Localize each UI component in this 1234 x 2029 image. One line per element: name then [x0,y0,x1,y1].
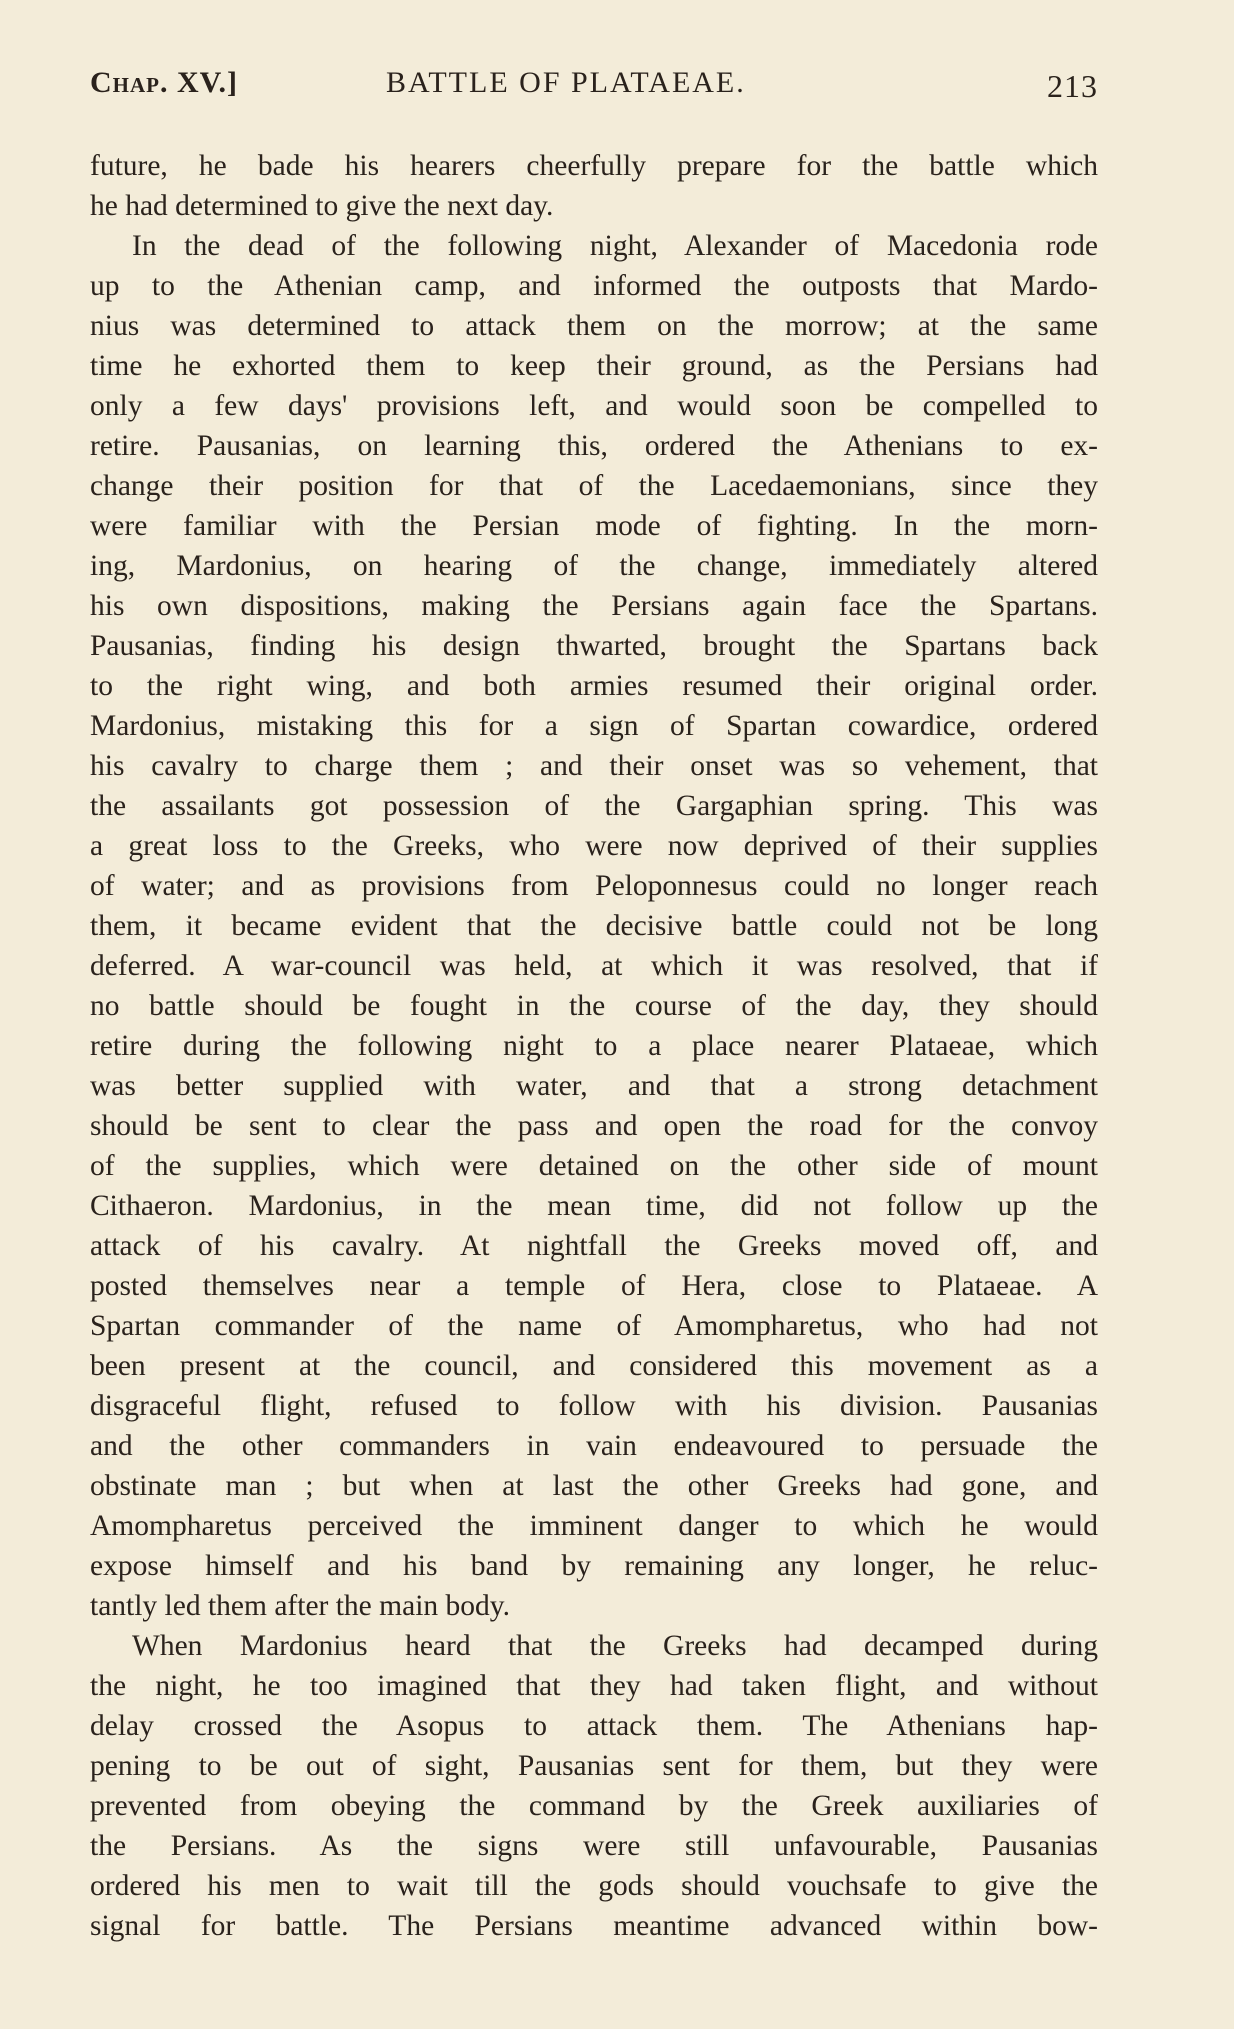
text-line: When Mardonius heard that the Greeks had decamped during [132,1630,1098,1662]
text-line: the night, he too imagined that they had taken flight, and without [90,1670,1098,1702]
text-line: expose himself and his band by remaining any longer, he reluc- [90,1550,1098,1582]
text-line: Cithaeron. Mardonius, in the mean time, did not follow up the [90,1190,1098,1222]
text-line: them, it became evident that the decisive battle could not be long [90,910,1098,942]
text-line: been present at the council, and considered this movement as a [90,1350,1098,1382]
text-line: no battle should be fought in the course of the day, they should [90,990,1098,1022]
text-line: his cavalry to charge them ; and their onset was so vehement, that [90,750,1098,782]
page-number: 213 [1047,68,1098,104]
text-line: tantly led them after the main body. [90,1590,510,1622]
text-line: the Persians. As the signs were still unfavourable, Pausanias [90,1830,1098,1862]
text-line: his own dispositions, making the Persians again face the Spartans. [90,590,1098,622]
text-line: posted themselves near a temple of Hera, close to Plataeae. A [90,1270,1098,1302]
text-line: future, he bade his hearers cheerfully prepare for the battle which [90,150,1098,182]
text-line: should be sent to clear the pass and open the road for the convoy [90,1110,1098,1142]
text-line: were familiar with the Persian mode of fighting. In the morn- [90,510,1098,542]
text-line: to the right wing, and both armies resumed their original order. [90,670,1098,702]
text-line: Pausanias, finding his design thwarted, brought the Spartans back [90,630,1098,662]
body-text [90,146,1098,1946]
text-line: Spartan commander of the name of Amompharetus, who had not [90,1310,1098,1342]
text-line: pening to be out of sight, Pausanias sent for them, but they were [90,1750,1098,1782]
text-line: prevented from obeying the command by the Greek auxiliaries of [90,1790,1098,1822]
text-line: a great loss to the Greeks, who were now deprived of their supplies [90,830,1098,862]
text-line: up to the Athenian camp, and informed the outposts that Mardo- [90,270,1098,302]
text-line: retire. Pausanias, on learning this, ordered the Athenians to ex- [90,430,1098,462]
text-line: of the supplies, which were detained on the other side of mount [90,1150,1098,1182]
text-line: the assailants got possession of the Gargaphian spring. This was [90,790,1098,822]
text-line: obstinate man ; but when at last the other Greeks had gone, and [90,1470,1098,1502]
chapter-label: Chap. XV.] [90,66,238,99]
text-line: and the other commanders in vain endeavoured to persuade the [90,1430,1098,1462]
text-line: only a few days' provisions left, and would soon be compelled to [90,390,1098,422]
text-line: retire during the following night to a place nearer Plataeae, which [90,1030,1098,1062]
text-line: ordered his men to wait till the gods should vouchsafe to give the [90,1870,1098,1902]
page-title: BATTLE OF PLATAEAE. [386,66,746,99]
text-line: In the dead of the following night, Alexander of Macedonia rode [132,230,1098,262]
text-line: ing, Mardonius, on hearing of the change, immediately altered [90,550,1098,582]
text-line: of water; and as provisions from Peloponnesus could no longer reach [90,870,1098,902]
text-line: attack of his cavalry. At nightfall the Greeks moved off, and [90,1230,1098,1262]
text-line: change their position for that of the Lacedaemonians, since they [90,470,1098,502]
text-line: deferred. A war-council was held, at which it was resolved, that if [90,950,1098,982]
text-line: delay crossed the Asopus to attack them. The Athenians hap- [90,1710,1098,1742]
text-line: nius was determined to attack them on the morrow; at the same [90,310,1098,342]
text-line: he had determined to give the next day. [90,190,554,222]
text-line: time he exhorted them to keep their ground, as the Persians had [90,350,1098,382]
text-line: disgraceful flight, refused to follow with his division. Pausanias [90,1390,1098,1422]
text-line: Mardonius, mistaking this for a sign of Spartan cowardice, ordered [90,710,1098,742]
running-head [90,66,1098,116]
text-line: signal for battle. The Persians meantime advanced within bow- [90,1910,1098,1942]
text-line: was better supplied with water, and that a strong detachment [90,1070,1098,1102]
text-line: Amompharetus perceived the imminent danger to which he would [90,1510,1098,1542]
